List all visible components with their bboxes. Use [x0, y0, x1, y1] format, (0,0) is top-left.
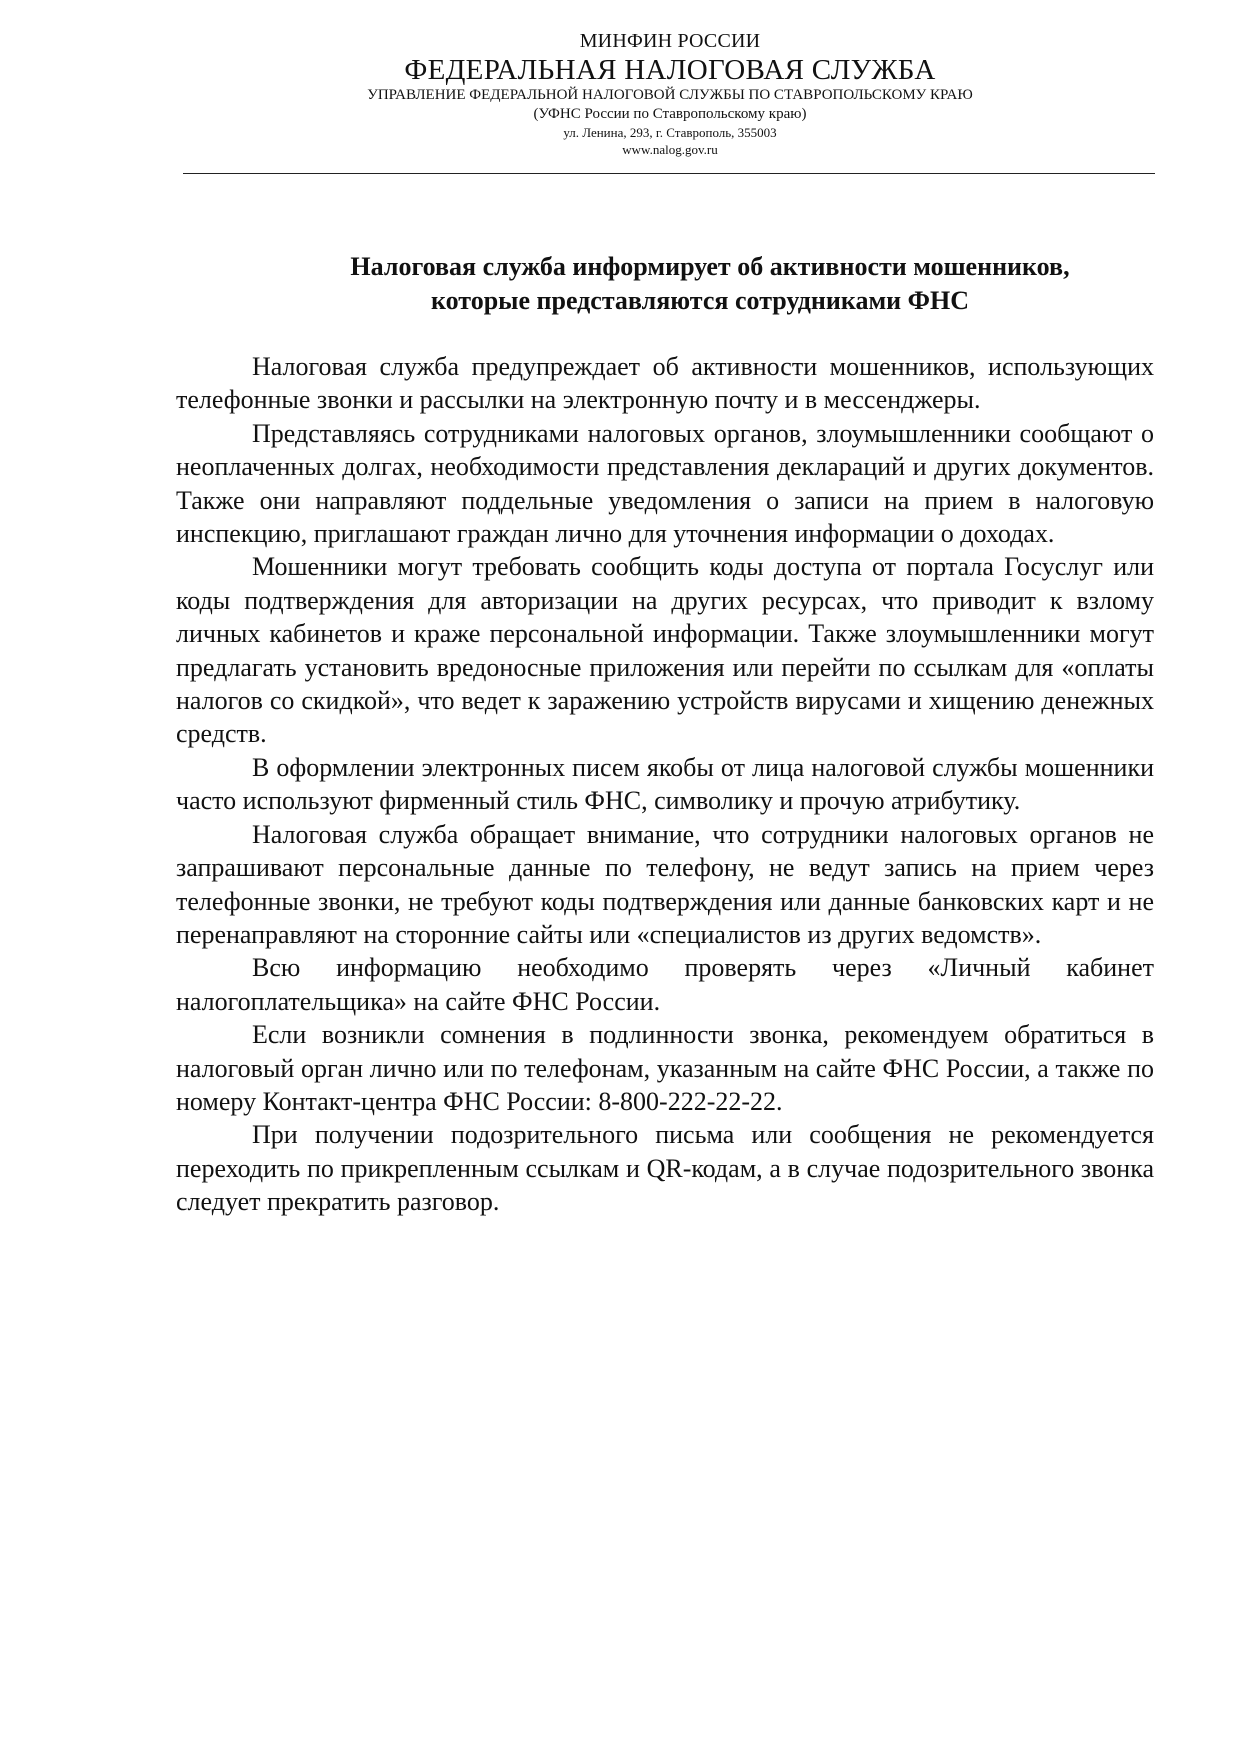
document-body [176, 350, 1154, 1219]
letterhead-department: УПРАВЛЕНИЕ ФЕДЕРАЛЬНОЙ НАЛОГОВОЙ СЛУЖБЫ ПО СТАВРОПОЛЬСКОМУ КРАЮ [367, 87, 973, 103]
document-title [220, 250, 1180, 318]
body-paragraph: Мошенники могут требовать сообщить коды доступа от портала Госуслуг или коды подтверждения для авторизации на других ресурсах, что приводит к взлому личных кабинетов и краже персональной информации. Также злоумышленники могут предлагать установить вредоносные приложения или перейти по ссылкам для «оплаты налогов со скидкой», что ведет к заражению устройств вирусами и хищению денежных средств. [176, 552, 1154, 749]
letterhead-department-abbr: (УФНС России по Ставропольскому краю) [533, 106, 807, 122]
body-paragraph: При получении подозрительного письма или сообщения не рекомендуется переходить по прикрепленным ссылкам и QR-кодам, а в случае подозрительного звонка следует прекратить разговор. [176, 1120, 1154, 1217]
body-paragraph: Налоговая служба предупреждает об активности мошенников, использующих телефонные звонки и рассылки на электронную почту и в мессенджеры. [176, 352, 1154, 415]
body-paragraph: В оформлении электронных писем якобы от лица налоговой службы мошенники часто используют фирменный стиль ФНС, символику и прочую атрибутику. [176, 752, 1154, 816]
body-paragraph: Всю информацию необходимо проверять через «Личный кабинет налогоплательщика» на сайте ФНС России. [176, 953, 1154, 1016]
letterhead-divider [183, 173, 1155, 174]
letterhead-ministry: МИНФИН РОССИИ [579, 30, 761, 52]
letterhead-website: www.nalog.gov.ru [622, 142, 718, 157]
body-paragraph: Если возникли сомнения в подлинности звонка, рекомендуем обратиться в налоговый орган лично или по телефонам, указанным на сайте ФНС России, а также по номеру Контакт-центра ФНС России: 8-800-222-22-22. [176, 1020, 1154, 1116]
body-paragraph: Налоговая служба обращает внимание, что сотрудники налоговых органов не запрашивают персональные данные по телефону, не ведут запись на прием через телефонные звонки, не требуют коды подтверждения или данные банковских карт и не перенаправляют на сторонние сайты или «специалистов из других ведомств». [176, 819, 1154, 949]
title-line-2: которые представляются сотрудниками ФНС [430, 286, 969, 315]
body-paragraph: Представляясь сотрудниками налоговых органов, злоумышленники сообщают о неоплаченных долгах, необходимости представления деклараций и других документов. Также они направляют поддельные уведомления о записи на прием в налоговую инспекцию, приглашают граждан лично для уточнения информации о доходах. [176, 418, 1154, 549]
letterhead-address: ул. Ленина, 293, г. Ставрополь, 355003 [563, 125, 777, 140]
letterhead-service-name: ФЕДЕРАЛЬНАЯ НАЛОГОВАЯ СЛУЖБА [404, 54, 936, 86]
title-line-1: Налоговая служба информирует об активности мошенников, [350, 252, 1070, 281]
letterhead [180, 28, 1160, 158]
